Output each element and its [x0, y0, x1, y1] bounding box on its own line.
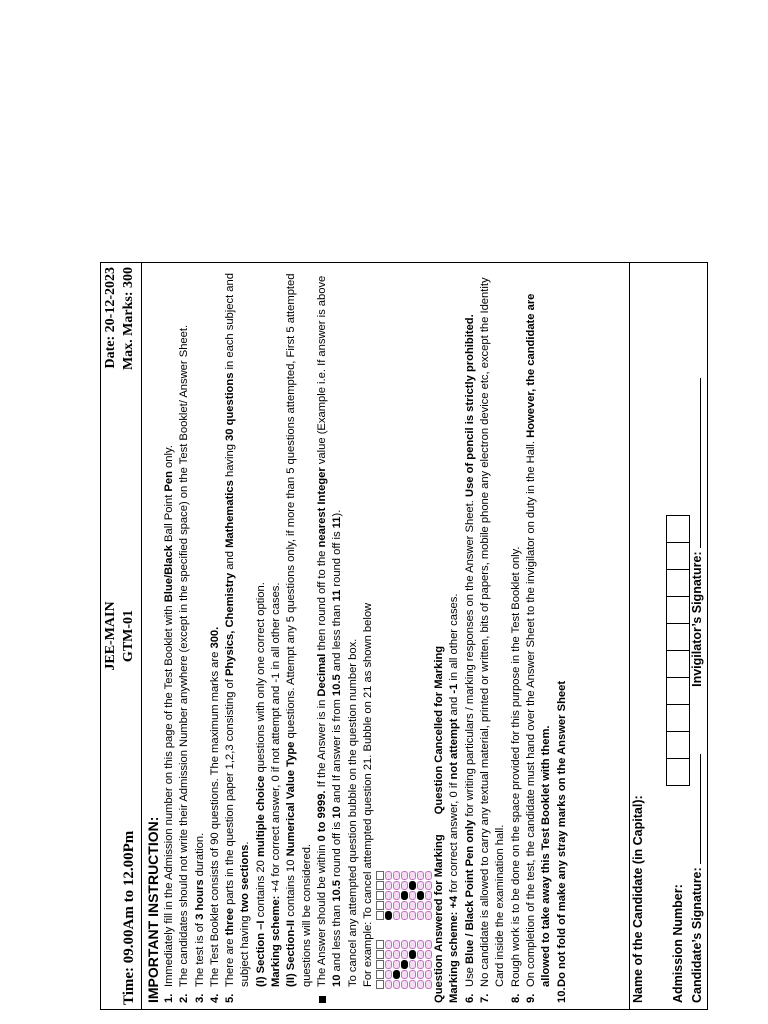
- section-1-marking: Marking scheme: +4 for correct answer, 0 if not attempt and -1 in all other cases.: [270, 582, 283, 987]
- instruction-text: No candidate is allowed to carry any textual material, printed or written, bits of papers, mobile phone any electron device etc, except the Identity Card inside the examination hall.: [479, 277, 507, 987]
- instruction-number: 3.: [193, 993, 206, 1003]
- instruction-text: The Test Booklet consists of 90 questions. The maximum marks are 300.: [208, 626, 221, 987]
- candidate-name-label: Name of the Candidate (in Capital):: [631, 795, 645, 1003]
- instruction-text: The candidates should not write their Admission Number anywhere (except in the specified space) on the Test Booklet/ Answer Sheet.: [178, 324, 191, 987]
- cancelled-bubble-grid-icon: [376, 871, 433, 920]
- instruction-text: Rough work is to be done on the space provided for this purpose in the Test Booklet only.: [509, 546, 522, 987]
- instruction-text: Immediately fill in the Admission number on this page of the Test Booklet with Blue/Black Ball Point Pen only.: [163, 445, 175, 987]
- instruction-item: [555, 269, 570, 1003]
- instruction-number: 9.: [524, 993, 537, 1003]
- instructions-title: IMPORTANT INSTRUCTION:: [145, 816, 161, 1003]
- numeric-answer-rule: The Answer should be within 0 to 9999. If the Answer is in Decimal then round off to the nearest Integer value (Example i.e. If answer is above 10 and less than 10.5 round off is 10 and If answer is from 10.5 and less than 11 round off is 11).: [315, 275, 344, 987]
- instruction-item: [478, 269, 509, 1003]
- instruction-text: There are three parts in the question paper 1,2,3 consisting of Physics, Chemistry and Mathematics having 30 questions in each subject and subject having two sections.: [224, 273, 252, 987]
- instructions: [144, 269, 570, 1003]
- bullet-item: [315, 269, 346, 1003]
- instruction-number: 8.: [509, 993, 522, 1003]
- bubble-examples: [376, 269, 432, 1003]
- instruction-item: [463, 269, 478, 1003]
- answered-bubble-grid-icon: [376, 940, 433, 989]
- instruction-item: [208, 269, 223, 1003]
- section-2-info: (II) Section-II contains 10 Numerical Value Type questions. Attempt any 5 questions only, if more than 5 questions attempted, First 5 attempted questions will be considered.: [285, 273, 313, 987]
- max-marks: Max. Marks: 300: [121, 267, 136, 371]
- instruction-number: 7.: [479, 993, 492, 1003]
- instruction-item: [162, 269, 177, 1003]
- exam-date: Date: 20-12-2023: [103, 267, 118, 369]
- instruction-number: 2.: [178, 993, 191, 1003]
- instruction-number: 10.: [555, 987, 568, 1003]
- admission-number-label: Admission Number:: [671, 884, 685, 1003]
- bullet-square-icon: [319, 996, 326, 1003]
- instruction-number: 6.: [463, 993, 476, 1003]
- instruction-item: [509, 269, 524, 1003]
- section-2-marking: Marking scheme: +4 for correct answer, 0 if not attempt and -1 in all other cases.: [448, 593, 461, 1003]
- instruction-item: [193, 269, 208, 1003]
- divider: [629, 263, 630, 1009]
- instruction-text: Do not fold of make any stray marks on the Answer Sheet: [555, 680, 568, 987]
- section-1-info: (I) Section –I contains 20 multiple choice questions with only one correct option.: [254, 582, 267, 987]
- instruction-text: The test is of 3 hours duration.: [193, 832, 206, 987]
- instruction-text: Use Blue / Black Point Pen only for writing particulars / marking responses on the Answer Sheet. Use of pencil is strictly prohibited.: [463, 314, 476, 987]
- instruction-sheet: [100, 262, 708, 1010]
- cancel-example: For example: To cancel attempted question 21. Bubble on 21 as shown below: [361, 602, 374, 987]
- admission-number-boxes[interactable]: [666, 515, 690, 785]
- invigilator-signature-label: Invigilator’s Signature:: [690, 551, 704, 687]
- instruction-number: 5.: [224, 993, 237, 1003]
- instruction-number: 4.: [208, 993, 221, 1003]
- cancel-instruction: To cancel any attempted question bubble on the question number box.: [346, 638, 359, 987]
- instruction-item: [223, 269, 254, 1003]
- exam-name: JEE-MAIN: [103, 601, 118, 671]
- candidate-signature-label: Candidate’s Signature:: [690, 867, 704, 1003]
- instruction-text: On completion of the test, the candidate must hand over the Answer Sheet to the invigilator on duty in the Hall. However, the candidate are allowed to take away this Test Booklet with them.: [524, 293, 553, 987]
- legend-cancelled: Question Cancelled for Marking: [433, 645, 446, 815]
- instruction-item: [524, 269, 555, 1003]
- instruction-number: 1.: [163, 993, 175, 1003]
- instruction-item: [177, 269, 192, 1003]
- legend-answered: Question Answered for Marking: [433, 834, 446, 1003]
- exam-code: GTM-01: [121, 609, 136, 663]
- bubble-legend: [432, 269, 447, 1003]
- exam-time: Time: 09.00Am to 12.00Pm: [121, 830, 137, 1005]
- header: [101, 263, 142, 1009]
